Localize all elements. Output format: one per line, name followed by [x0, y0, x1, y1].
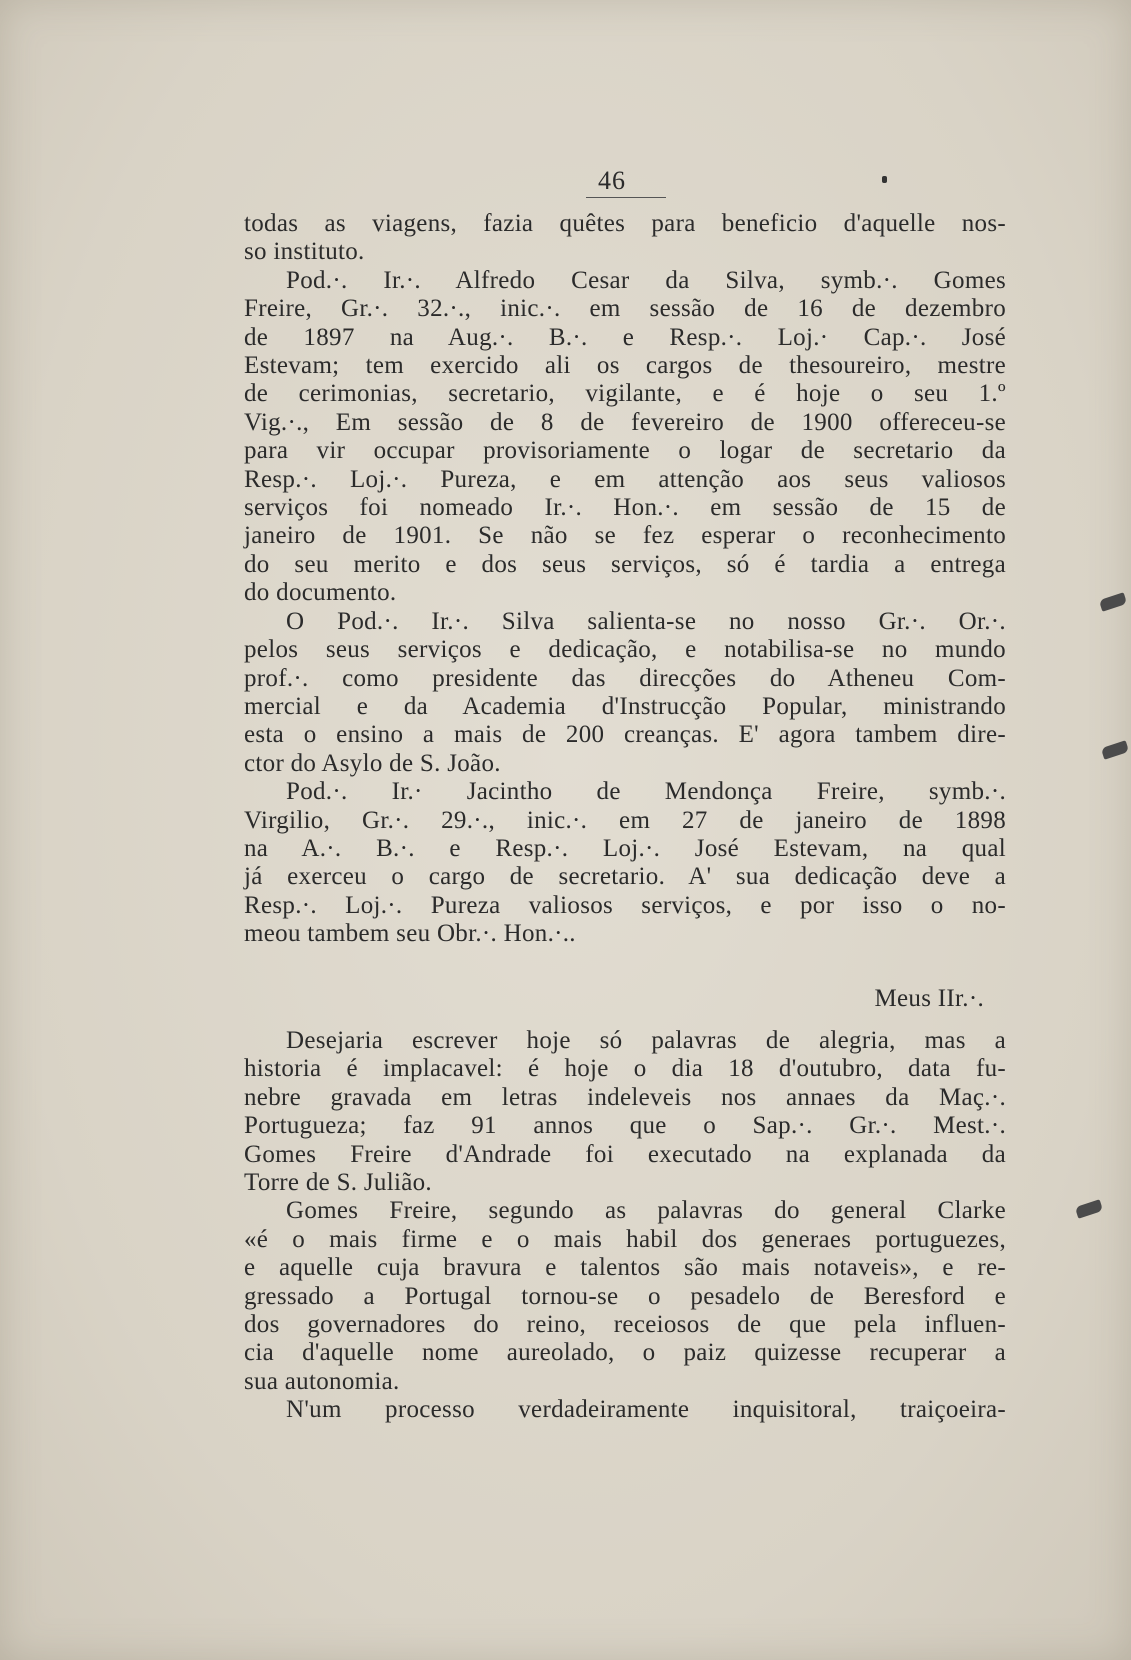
text-line: nebre gravada em letras indeleveis nos annaes da Maç.·. [244, 1083, 1006, 1111]
paragraph-7 [244, 1396, 1006, 1424]
text-line: do seu merito e dos seus serviços, só é tardia a entrega [244, 550, 1006, 578]
text-line: prof.·. como presidente das direcções do Atheneu Com- [244, 664, 1006, 692]
text-line: Virgilio, Gr.·. 29.·., inic.·. em 27 de janeiro de 1898 [244, 806, 1006, 834]
text-line: do documento. [244, 579, 397, 607]
text-line: e aquelle cuja bravura e talentos são mais notaveis», e re- [244, 1254, 1006, 1282]
text-line: janeiro de 1901. Se não se fez esperar o reconhecimento [244, 522, 1006, 550]
paragraph-3 [244, 608, 1006, 778]
text-line: sua autonomia. [244, 1367, 400, 1395]
right-edge-ink-mark [1075, 1199, 1103, 1218]
page-number: 46 [598, 166, 626, 195]
text-line: dos governadores do reino, receiosos de que pela influen- [244, 1311, 1006, 1339]
ink-dot-mark [882, 176, 887, 183]
blank-line [244, 949, 1006, 977]
text-line: historia é implacavel: é hoje o dia 18 d'outubro, data fu- [244, 1055, 1006, 1083]
text-line: Resp.·. Loj.·. Pureza, e em attenção aos seus valiosos [244, 465, 1006, 493]
text-line: so instituto. [244, 238, 365, 266]
text-line: Gomes Freire, segundo as palavras do general Clarke [286, 1197, 1006, 1225]
text-line: cia d'aquelle nome aureolado, o paiz quizesse recuperar a [244, 1339, 1006, 1367]
text-line: Torre de S. Julião. [244, 1169, 432, 1196]
text-line: esta o ensino a mais de 200 creanças. E' agora tambem dire- [244, 721, 1006, 749]
text-line: Vig.·., Em sessão de 8 de fevereiro de 1900 offereceu-se [244, 408, 1006, 436]
paragraph-5 [244, 1027, 1006, 1197]
text-line: para vir occupar provisoriamente o logar de secretario da [244, 437, 1006, 465]
paragraph-2 [244, 267, 1006, 608]
text-line: Estevam; tem exercido ali os cargos de thesoureiro, mestre [244, 352, 1006, 380]
text-line: Resp.·. Loj.·. Pureza valiosos serviços, e por isso o no- [244, 891, 1006, 919]
paragraph-1 [244, 210, 1006, 267]
text-line: gressado a Portugal tornou-se o pesadelo de Beresford e [244, 1282, 1006, 1310]
text-line: Portugueza; faz 91 annos que o Sap.·. Gr.·. Mest.·. [244, 1112, 1006, 1140]
body-text [244, 210, 1006, 1425]
text-line: Desejaria escrever hoje só palavras de alegria, mas a [286, 1026, 1006, 1054]
right-edge-ink-mark [1099, 592, 1127, 611]
text-line: serviços foi nomeado Ir.·. Hon.·. em sessão de 15 de [244, 494, 1006, 522]
text-line: Freire, Gr.·. 32.·., inic.·. em sessão de 16 de dezembro [244, 295, 1006, 323]
text-line: já exerceu o cargo de secretario. A' sua dedicação deve a [244, 863, 1006, 891]
text-line: meou tambem seu Obr.·. Hon.·.. [244, 920, 576, 948]
text-line: N'um processo verdadeiramente inquisitoral, traiçoeira- [286, 1396, 1006, 1424]
text-line: todas as viagens, fazia quêtes para beneficio d'aquelle nos- [244, 210, 1006, 237]
text-line: Pod.·. Ir.·. Alfredo Cesar da Silva, symb.·. Gomes [286, 266, 1006, 294]
text-line: «é o mais firme e o mais habil dos generaes portuguezes, [244, 1225, 1006, 1253]
paragraph-6 [244, 1197, 1006, 1396]
text-line: Pod.·. Ir.· Jacintho de Mendonça Freire, symb.·. [286, 778, 1006, 806]
text-line: na A.·. B.·. e Resp.·. Loj.·. José Estevam, na qual [244, 834, 1006, 862]
text-line: pelos seus serviços e dedicação, e notabilisa-se no mundo [244, 636, 1006, 664]
text-line: Gomes Freire d'Andrade foi executado na explanada da [244, 1140, 1006, 1168]
page-number-rule [586, 197, 666, 198]
text-line: ctor do Asylo de S. João. [244, 749, 501, 777]
paragraph-4 [244, 778, 1006, 948]
text-line: de 1897 na Aug.·. B.·. e Resp.·. Loj.· Cap.·. José [244, 323, 1006, 351]
text-line: de cerimonias, secretario, vigilante, e é hoje o seu 1.º [244, 380, 1006, 408]
text-line: O Pod.·. Ir.·. Silva salienta-se no nosso Gr.·. Or.·. [286, 607, 1006, 635]
text-line: mercial e da Academia d'Instrucção Popular, ministrando [244, 692, 1006, 720]
right-edge-ink-mark [1101, 740, 1129, 759]
salutation: Meus IIr.·. [874, 984, 984, 1012]
